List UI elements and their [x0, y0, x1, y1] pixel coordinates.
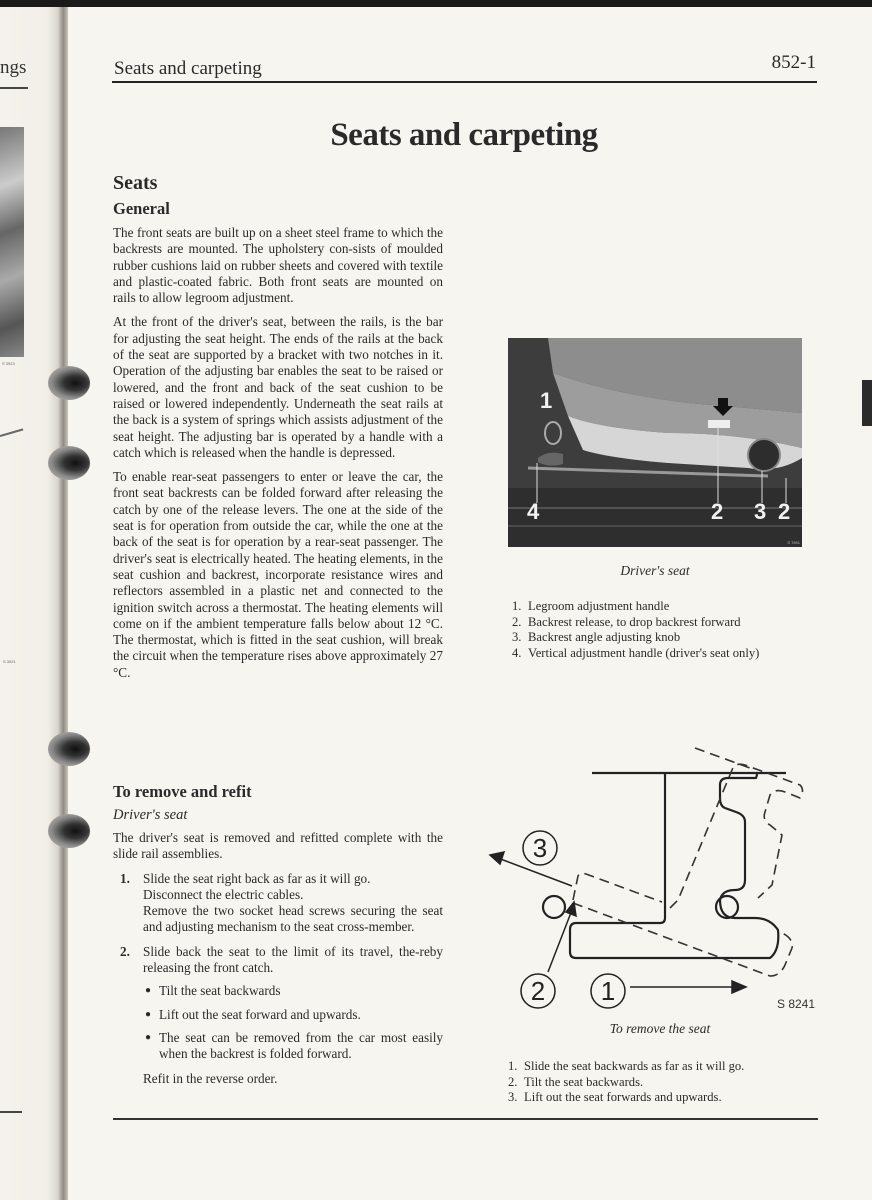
photo-label-2: 2 — [711, 499, 724, 524]
legend-text: Legroom adjustment handle — [528, 599, 670, 613]
left-page-photo — [0, 127, 24, 357]
legend-text: Backrest angle adjusting knob — [528, 630, 681, 644]
diagram-code: S 8241 — [777, 997, 816, 1011]
remove-intro: The driver's seat is removed and refitted complete with the slide rail assemblies. — [113, 830, 443, 862]
seat-removal-diagram — [480, 740, 830, 1020]
page-number: 852-1 — [771, 52, 816, 73]
section-heading-remove-refit: To remove and refit — [113, 782, 252, 801]
page-title-text: Seats and carpeting — [330, 117, 598, 153]
left-page-running-head: ngs — [0, 57, 27, 78]
section-heading-seats: Seats — [113, 172, 158, 194]
legend-number: 2. — [508, 1074, 518, 1089]
left-page-photo-code-2: S 3921 — [3, 659, 16, 664]
general-paragraph: At the front of the driver's seat, between the rails, is the bar for adjusting the seat height. The ends of the rails at the back of the seat are supported by a bracket with two notches in it. Operation of the adjusting bar enables the seat to be raised or lowered, and the front and back of the seat cushion to be raised or lowered independently. Underneath the seat rails at the back is a system of springs which assists adjustment of the seat height. The adjusting bar is operated by a handle with a catch which is released when the handle is depressed. — [113, 314, 443, 460]
callout-3: 3 — [532, 833, 548, 863]
left-page-rule — [0, 87, 28, 89]
photo-code: S 7891 — [787, 540, 800, 545]
binder-hole — [48, 814, 90, 848]
legend-text: Slide the seat backwards as far as it will go. — [524, 1059, 745, 1073]
subheading-general: General — [113, 199, 170, 218]
callout-2: 2 — [530, 976, 546, 1006]
photo-legend — [508, 599, 759, 661]
legend-number: 1. — [512, 599, 522, 613]
bullet-item: ● Lift out the seat forward and upwards. — [143, 1007, 443, 1023]
step-bullets — [143, 983, 443, 1062]
step-line: Slide back the seat to the limit of its travel, the-reby releasing the front catch. — [143, 943, 443, 976]
photo-label-3: 3 — [754, 499, 767, 524]
left-facing-page — [0, 7, 68, 1200]
legend-text: Lift out the seat forwards and upwards. — [524, 1090, 722, 1104]
step-item — [113, 871, 443, 936]
diagram-caption: To remove the seat — [609, 1021, 711, 1036]
step-item — [113, 944, 443, 1087]
legend-number: 3. — [508, 1090, 518, 1104]
diagram-legend — [504, 1059, 744, 1106]
photo-label-4: 4 — [527, 499, 540, 524]
photo-label-2b: 2 — [778, 499, 791, 524]
legend-number: 3. — [512, 630, 522, 644]
legend-item — [508, 646, 759, 662]
scan-top-edge — [0, 0, 872, 7]
section-thumb-tab — [862, 380, 872, 426]
legend-item — [504, 1059, 744, 1075]
photo-caption: Driver's seat — [620, 563, 690, 578]
drivers-seat-photo — [508, 338, 802, 547]
bullet-item: ● The seat can be removed from the car most easily when the backrest is folded forward. — [143, 1030, 443, 1063]
bullet-item: ● Tilt the seat backwards — [143, 983, 443, 999]
legend-text: Tilt the seat backwards. — [524, 1074, 644, 1089]
legend-number: 1. — [508, 1059, 518, 1073]
main-text-column — [113, 171, 443, 681]
legend-item — [504, 1075, 744, 1091]
legend-item — [508, 599, 759, 615]
step-number: 1. — [120, 870, 130, 886]
step-line: Disconnect the electric cables. — [143, 886, 304, 902]
subheading-drivers-seat: Driver's seat — [113, 807, 188, 823]
left-page-bottom-rule — [0, 1111, 22, 1113]
legend-number: 2. — [512, 614, 522, 629]
left-page-diagram-line — [0, 428, 23, 437]
legend-text: Vertical adjustment handle (driver's seat only) — [528, 645, 760, 660]
callout-1: 1 — [600, 976, 616, 1006]
step-line: Remove the two socket head screws securing the seat and adjusting mechanism to the seat cross-member. — [143, 903, 443, 935]
legend-item — [508, 615, 759, 631]
removal-steps — [113, 871, 443, 1087]
seat-removal-drawing — [480, 740, 830, 1020]
step-number: 2. — [120, 943, 130, 959]
step-line: Slide the seat right back as far as it will go. — [143, 870, 371, 886]
legend-text: Backrest release, to drop backrest forward — [528, 614, 741, 629]
running-head: Seats and carpeting — [114, 58, 262, 79]
photo-label-1: 1 — [540, 388, 553, 413]
binder-hole — [48, 446, 90, 480]
legend-item — [508, 630, 759, 646]
footer-rule — [113, 1118, 818, 1120]
general-paragraph: To enable rear-seat passengers to enter or leave the car, the front seat backrests can be folded forward after releasing the catch by one of the release levers. The one at the side of the seat is for operation from outside the car, while the one at the back of the seat is for operation by a rear-seat passenger. The driver's seat is electrically heated. The heating elements, in the seat cushion and backrest, incorporate resistance wires and reflectors assembled in a plastic net and connected to the ignition switch across a thermostat. The heating elements will come on if the ambient temperature falls below about 12 °C. The thermostat, which is fitted in the seat cushion, will break the circuit when the temperature rises above approximately 27 °C. — [113, 469, 443, 680]
refit-note: Refit in the reverse order. — [143, 1070, 278, 1086]
remove-refit-column — [113, 782, 443, 1087]
legend-item — [504, 1090, 744, 1106]
legend-number: 4. — [512, 645, 522, 660]
binder-hole — [48, 732, 90, 766]
header-rule — [112, 81, 817, 83]
general-paragraph: The front seats are built up on a sheet steel frame to which the backrests are mounted. The upholstery con-sists of moulded rubber cushions laid on rubber sheets and covered with textile and plastic-coated fabric. Both front seats are mounted on rails to allow legroom adjustment. — [113, 225, 443, 306]
binder-hole — [48, 366, 90, 400]
page-title — [0, 117, 872, 154]
left-page-photo-code: S 3923 — [2, 361, 15, 366]
